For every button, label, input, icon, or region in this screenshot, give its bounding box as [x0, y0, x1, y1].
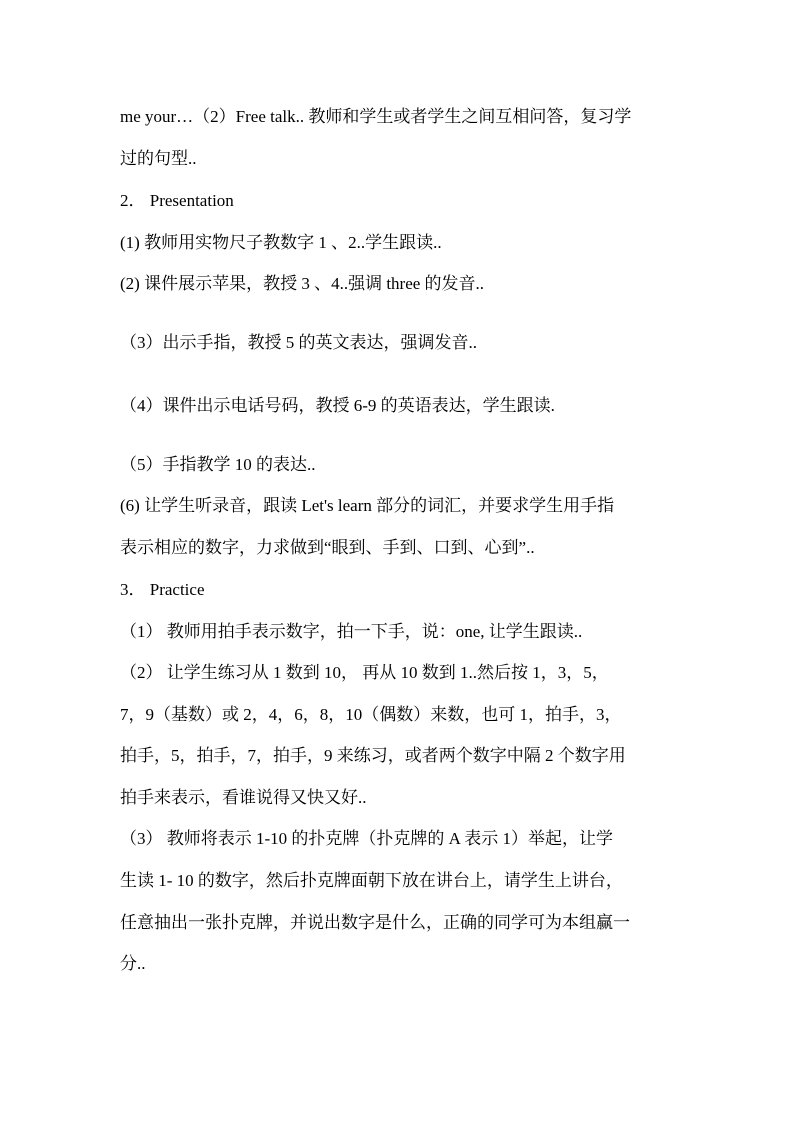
text-line-4: (1) 教师用实物尺子教数字 1 、2..学生跟读.. [120, 233, 442, 252]
text-line-20: 分.. [120, 954, 146, 973]
text-line-15: 拍手，5，拍手，7，拍手，9 来练习，或者两个数字中隔 2 个数字用 [120, 746, 626, 765]
text-line-18: 生读 1- 10 的数字，然后扑克牌面朝下放在讲台上，请学生上讲台， [120, 871, 623, 890]
text-line-19: 任意抽出一张扑克牌，并说出数字是什么，正确的同学可为本组赢一 [120, 913, 630, 932]
text-line-8: （5）手指教学 10 的表达.. [120, 455, 316, 474]
text-line-5: (2) 课件展示苹果，教授 3 、4..强调 three 的发音.. [120, 274, 485, 293]
text-line-9: (6) 让学生听录音，跟读 Let's learn 部分的词汇，并要求学生用手指 [120, 496, 615, 515]
text-line-17: （3） 教师将表示 1-10 的扑克牌（扑克牌的 A 表示 1）举起，让学 [120, 829, 613, 848]
text-line-13: （2） 让学生练习从 1 数到 10， 再从 10 数到 1..然后按 1，3，5， [120, 663, 609, 682]
section-heading-practice: 3． Practice [120, 580, 205, 599]
text-line-16: 拍手来表示，看谁说得又快又好.. [120, 788, 367, 807]
text-line-14: 7，9（基数）或 2，4，6，8，10（偶数）来数，也可 1，拍手，3， [120, 705, 622, 724]
text-line-10: 表示相应的数字，力求做到“眼到、手到、口到、心到”.. [120, 538, 535, 557]
text-line-12: （1） 教师用拍手表示数字，拍一下手，说：one, 让学生跟读.. [120, 622, 583, 641]
text-line-6: （3）出示手指，教授 5 的英文表达，强调发音.. [120, 333, 477, 352]
text-line-1: me your…（2）Free talk.. 教师和学生或者学生之间互相问答，复习学 [120, 107, 632, 126]
text-line-2: 过的句型.. [120, 149, 197, 168]
text-line-7: （4）课件出示电话号码，教授 6-9 的英语表达，学生跟读. [120, 396, 555, 415]
section-heading-presentation: 2． Presentation [120, 191, 234, 210]
